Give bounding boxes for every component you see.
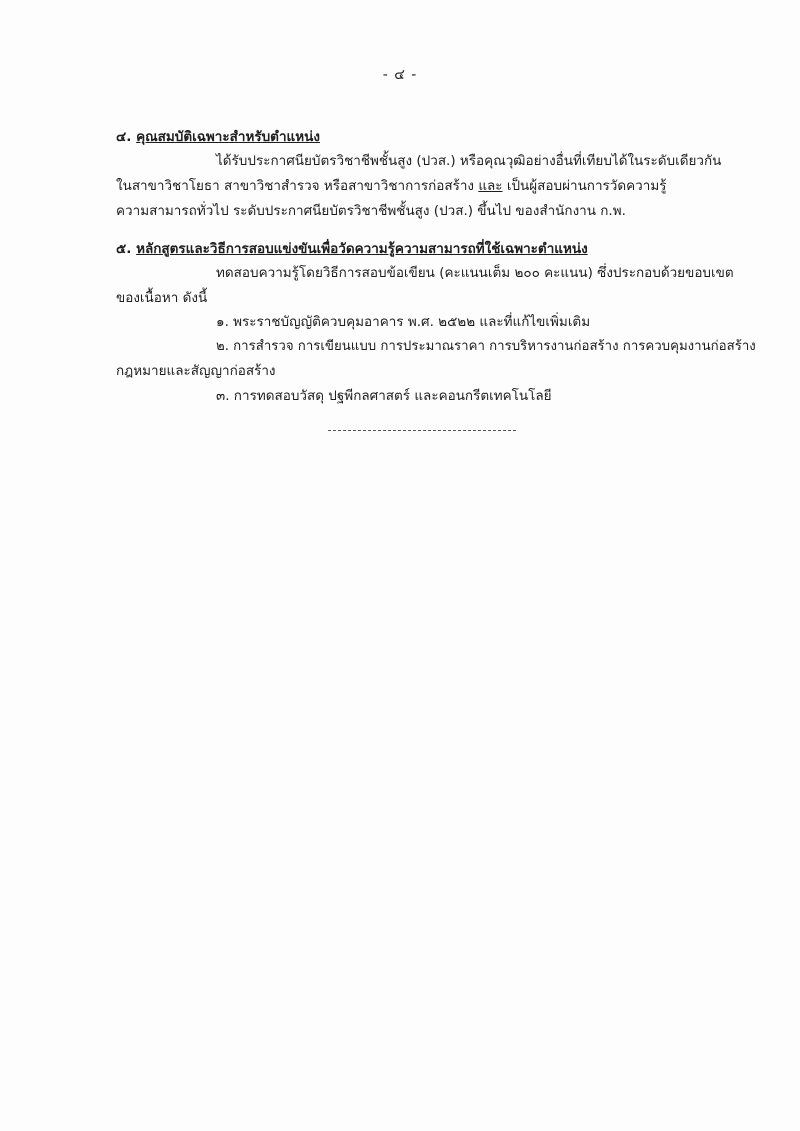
section-4-line-1: ได้รับประกาศนียบัตรวิชาชีพชั้นสูง (ปวส.) หรือคุณวุฒิอย่างอื่นที่เทียบได้ในระดับเดียวกัน bbox=[216, 153, 722, 169]
section-4-line-2-underlined: และ bbox=[478, 178, 503, 194]
section-4-line-2 bbox=[116, 177, 667, 195]
section-4-line-3: ความสามารถทั่วไป ระดับประกาศนียบัตรวิชาชีพชั้นสูง (ปวส.) ขึ้นไป ของสำนักงาน ก.พ. bbox=[116, 203, 626, 219]
section-5-item-2-line-2: กฎหมายและสัญญาก่อสร้าง bbox=[116, 363, 276, 379]
section-4-number: ๔. bbox=[116, 129, 132, 145]
section-4-line-2-after: เป็นผู้สอบผ่านการวัดความรู้ bbox=[502, 178, 667, 194]
section-4-title: คุณสมบัติเฉพาะสำหรับตำแหน่ง bbox=[136, 129, 320, 145]
section-5-heading bbox=[116, 240, 588, 258]
section-5-item-3: ๓. การทดสอบวัสดุ ปฐพีกลศาสตร์ และคอนกรีตเทคโนโลยี bbox=[216, 388, 552, 404]
end-divider bbox=[328, 430, 516, 431]
section-4-line-2-before: ในสาขาวิชาโยธา สาขาวิชาสำรวจ หรือสาขาวิชาการก่อสร้าง bbox=[116, 178, 479, 194]
section-5-intro-line-2: ของเนื้อหา ดังนี้ bbox=[116, 290, 208, 306]
section-5-number: ๕. bbox=[116, 241, 132, 257]
section-5-title: หลักสูตรและวิธีการสอบแข่งขันเพื่อวัดความรู้ความสามารถที่ใช้เฉพาะตำแหน่ง bbox=[136, 241, 588, 257]
section-4-heading bbox=[116, 128, 320, 146]
section-5-item-2-line-1: ๒. การสำรวจ การเขียนแบบ การประมาณราคา การบริหารงานก่อสร้าง การควบคุมงานก่อสร้าง bbox=[216, 339, 756, 354]
page-number: - ๔ - bbox=[382, 67, 418, 83]
section-5-item-1: ๑. พระราชบัญญัติควบคุมอาคาร พ.ศ. ๒๕๒๒ และที่แก้ไขเพิ่มเติม bbox=[216, 314, 591, 330]
section-5-intro-line-1: ทดสอบความรู้โดยวิธีการสอบข้อเขียน (คะแนนเต็ม ๒๐๐ คะแนน) ซึ่งประกอบด้วยขอบเขต bbox=[216, 265, 734, 281]
